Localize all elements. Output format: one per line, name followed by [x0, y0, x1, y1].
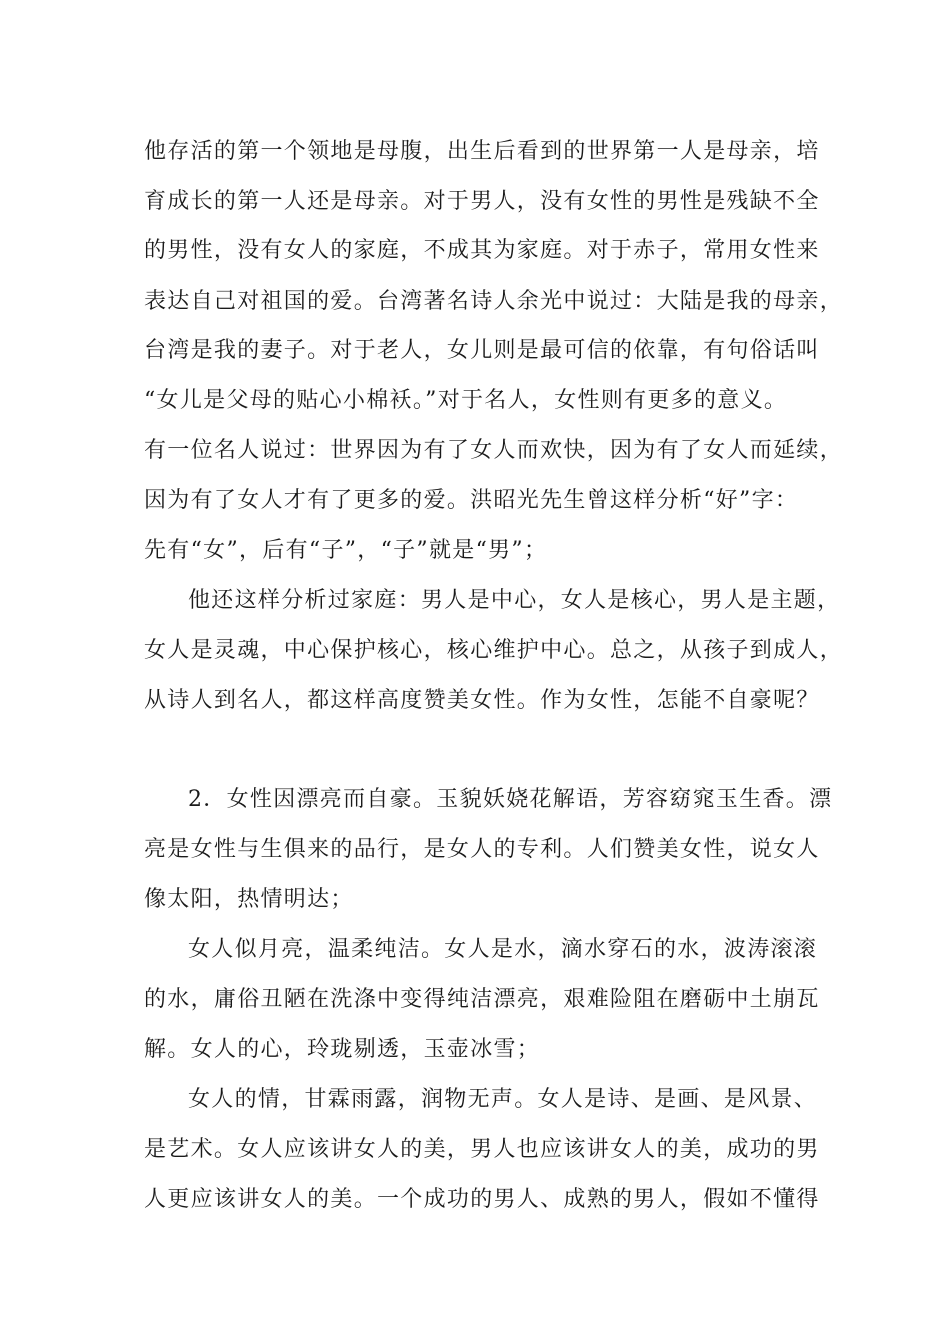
text-line: 是艺术。女人应该讲女人的美，男人也应该讲女人的美，成功的男: [144, 1137, 820, 1162]
text-line: 的水，庸俗丑陋在洗涤中变得纯洁漂亮，艰难险阻在磨砺中土崩瓦: [144, 987, 820, 1012]
text-line: 他存活的第一个领地是母腹，出生后看到的世界第一人是母亲，培: [144, 139, 820, 164]
text-line: 表达自己对祖国的爱。台湾著名诗人余光中说过：大陆是我的母亲，: [144, 289, 844, 314]
text-line: 台湾是我的妻子。对于老人，女儿则是最可信的依靠，有句俗话叫: [144, 338, 820, 363]
text-line: 女人是灵魂，中心保护核心，核心维护中心。总之，从孩子到成人，: [144, 638, 844, 663]
text-line: 女人似月亮，温柔纯洁。女人是水，滴水穿石的水，波涛滚滚: [188, 937, 818, 962]
text-line: “女儿是父母的贴心小棉袄。”对于名人，女性则有更多的意义。: [144, 388, 788, 413]
text-line: 的男性，没有女人的家庭，不成其为家庭。对于赤子，常用女性来: [144, 238, 820, 263]
text-line: 女人的情，甘霖雨露，润物无声。女人是诗、是画、是风景、: [188, 1087, 818, 1112]
text-line: 亮是女性与生俱来的品行，是女人的专利。人们赞美女性，说女人: [144, 837, 820, 862]
text-line: 从诗人到名人，都这样高度赞美女性。作为女性，怎能不自豪呢？: [144, 688, 820, 713]
text-line: 有一位名人说过：世界因为有了女人而欢快，因为有了女人而延续，: [144, 438, 844, 463]
text-line: 解。女人的心，玲珑剔透，玉壶冰雪；: [144, 1037, 541, 1062]
text-line: 育成长的第一人还是母亲。对于男人，没有女性的男性是残缺不全: [144, 189, 820, 214]
text-line: 他还这样分析过家庭：男人是中心，女人是核心，男人是主题，: [188, 588, 841, 613]
text-line: 先有“女”，后有“子”，“子”就是“男”；: [144, 538, 548, 563]
text-line: 因为有了女人才有了更多的爱。洪昭光先生曾这样分析“好”字：: [144, 488, 799, 513]
text-line: 像太阳，热情明达；: [144, 887, 354, 912]
text-line: 人更应该讲女人的美。一个成功的男人、成熟的男人，假如不懂得: [144, 1187, 820, 1212]
text-line: 2．女性因漂亮而自豪。玉貌妖娆花解语，芳容窈窕玉生香。漂: [188, 787, 833, 812]
